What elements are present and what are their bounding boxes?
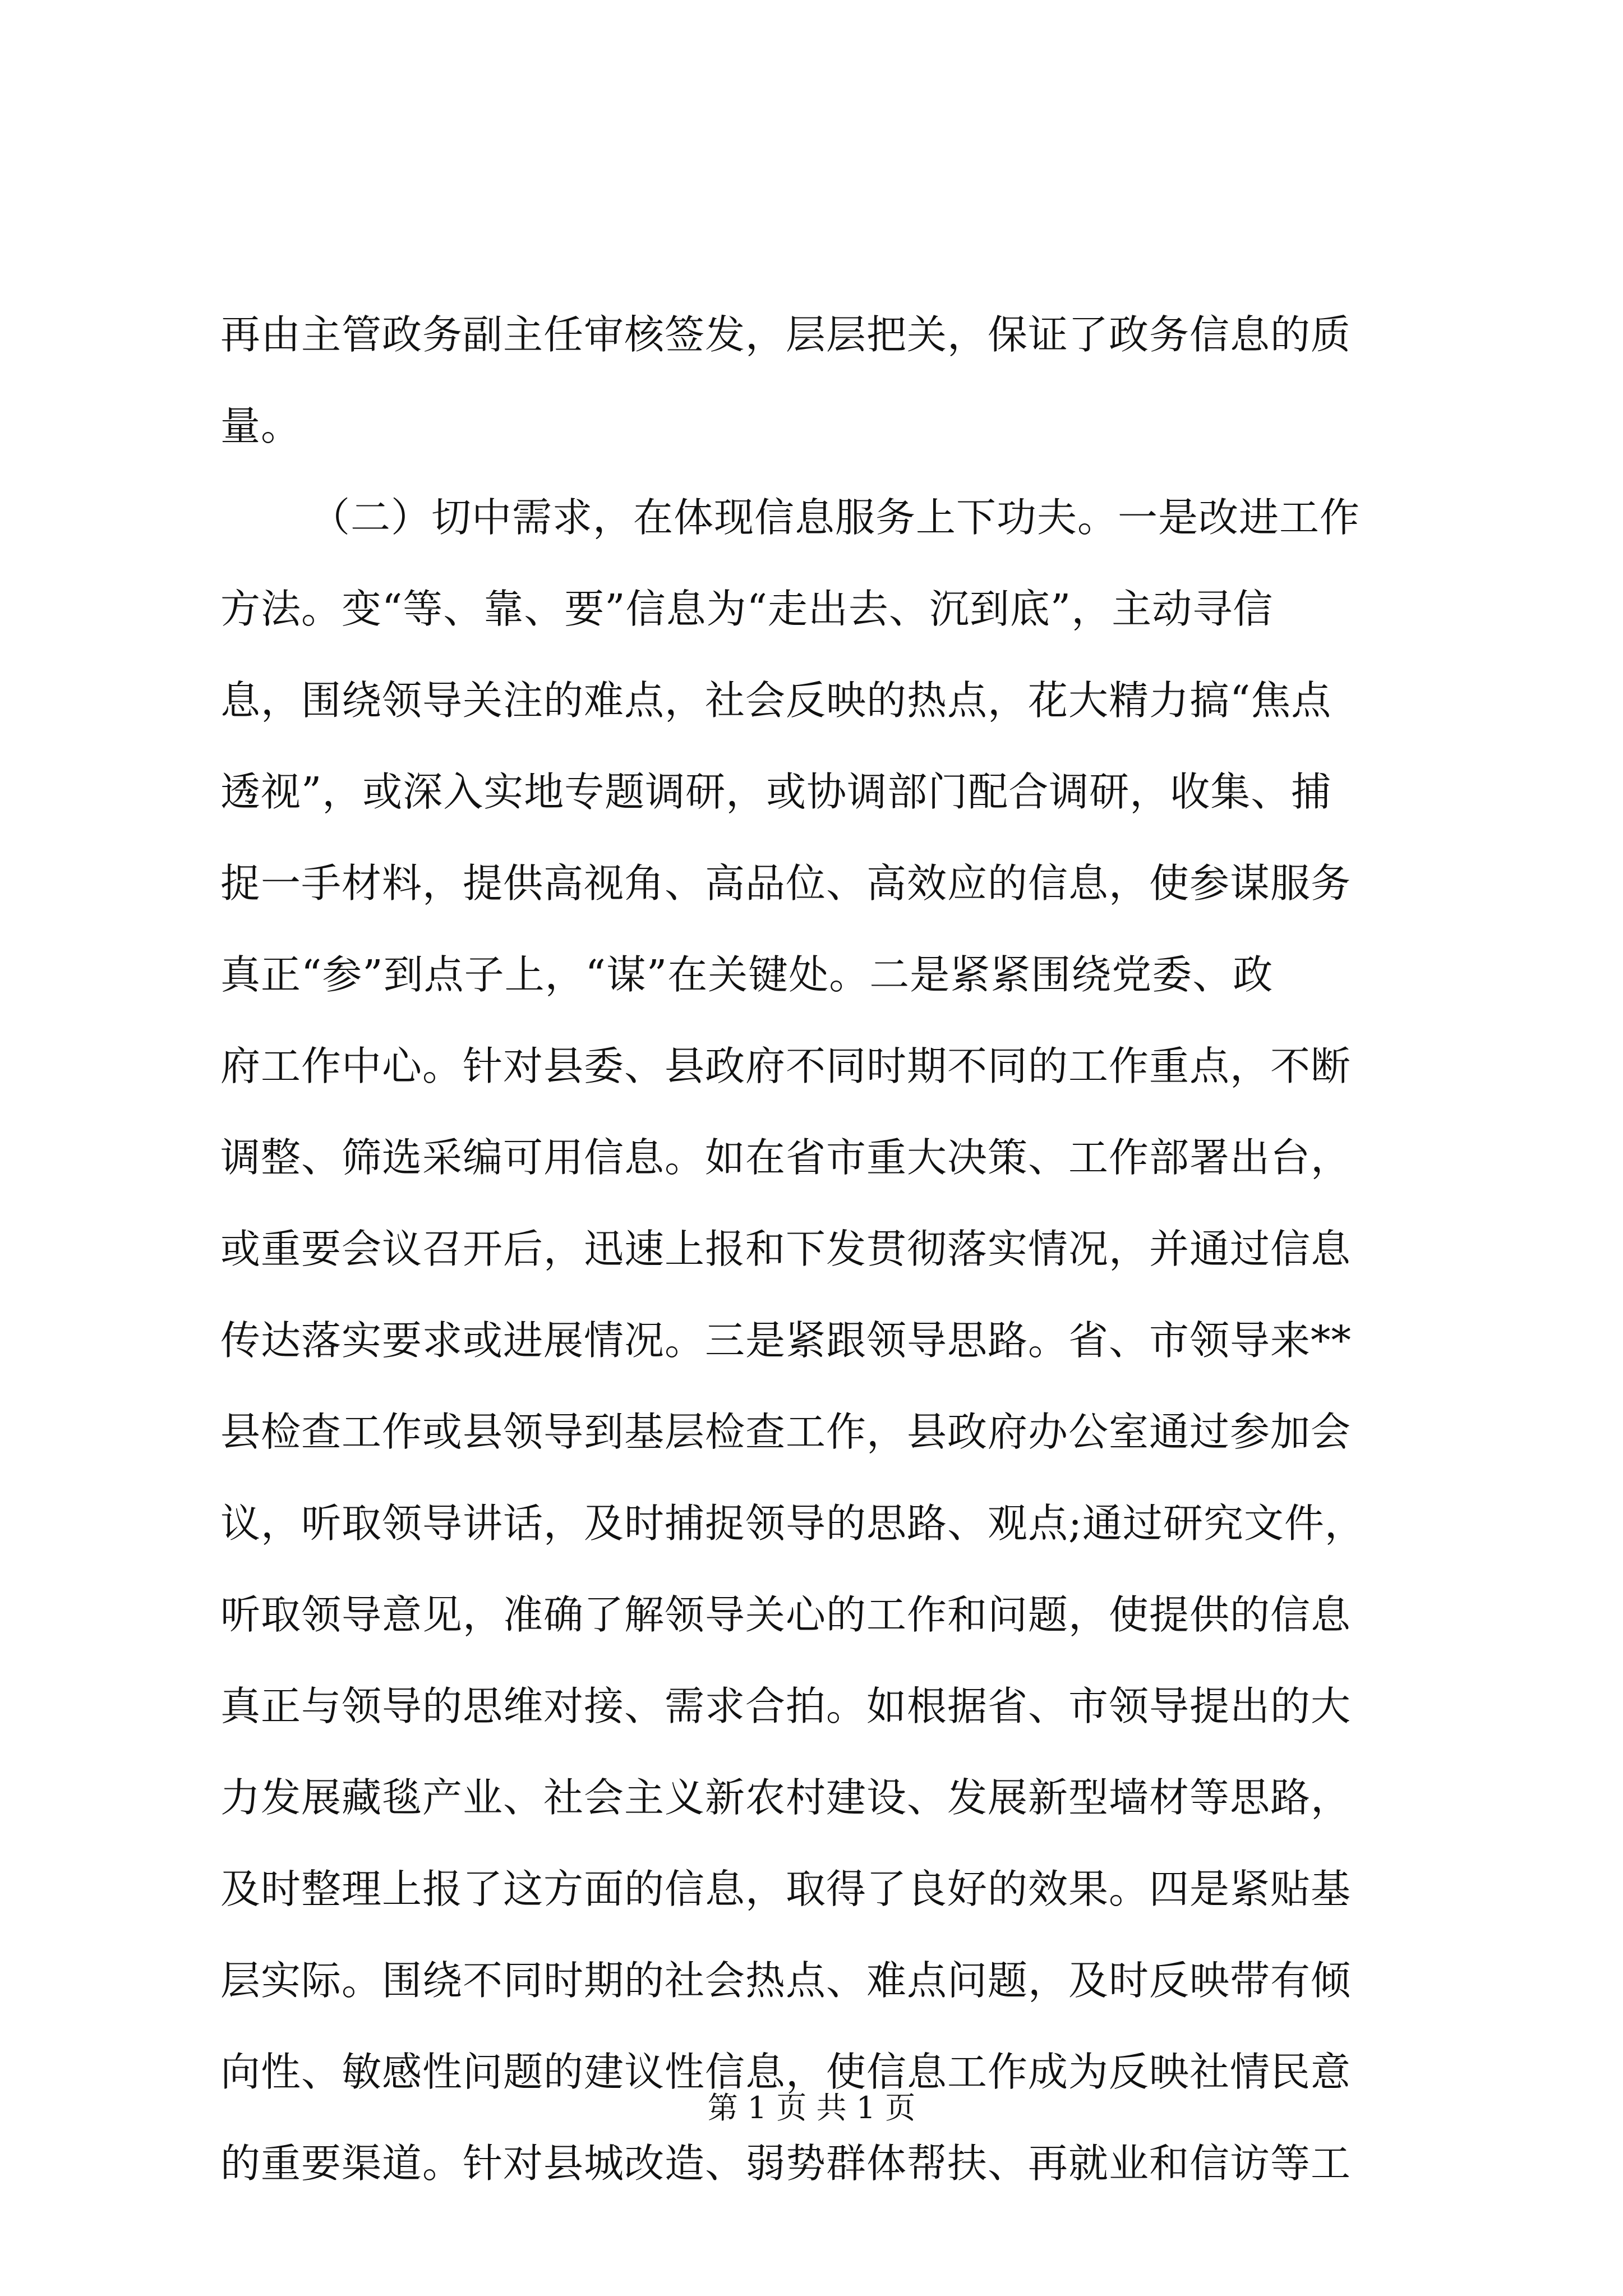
text-line: 或重要会议召开后，迅速上报和下发贯彻落实情况，并通过信息: [220, 1226, 1352, 1272]
text-line: 府工作中心。针对县委、县政府不同时期不同的工作重点，不断: [220, 1043, 1352, 1089]
text-line: 议，听取领导讲话，及时捕捉领导的思路、观点;通过研究文件，: [220, 1500, 1365, 1547]
text-line: 真正“参”到点子上，“谋”在关键处。二是紧紧围绕党委、政: [220, 951, 1274, 998]
text-line: 层实际。围绕不同时期的社会热点、难点问题，及时反映带有倾: [220, 1957, 1352, 2004]
text-line: 真正与领导的思维对接、需求合拍。如根据省、市领导提出的大: [220, 1683, 1352, 1729]
text-line: 方法。变“等、靠、要”信息为“走出去、沉到底”，主动寻信: [220, 586, 1274, 632]
text-line: 调整、筛选采编可用信息。如在省市重大决策、工作部署出台，: [220, 1134, 1352, 1181]
text-line: 再由主管政务副主任审核签发，层层把关，保证了政务信息的质: [220, 311, 1352, 358]
section-heading-line: （二）切中需求，在体现信息服务上下功夫。一是改进工作: [310, 494, 1361, 541]
text-line: 力发展藏毯产业、社会主义新农村建设、发展新型墙材等思路，: [220, 1774, 1352, 1821]
text-line: 量。: [220, 403, 302, 449]
text-line: 透视”，或深入实地专题调研，或协调部门配合调研，收集、捕: [220, 769, 1332, 815]
text-line: 的重要渠道。针对县城改造、弱势群体帮扶、再就业和信访等工: [220, 2140, 1352, 2187]
body-text: [220, 289, 1409, 2209]
text-line: 及时整理上报了这方面的信息，取得了良好的效果。四是紧贴基: [220, 1866, 1352, 1912]
text-line: 向性、敏感性问题的建议性信息，使信息工作成为反映社情民意: [220, 2049, 1352, 2095]
page-number-footer: 第 1 页 共 1 页: [707, 2090, 916, 2125]
text-line: 传达落实要求或进展情况。三是紧跟领导思路。省、市领导来**: [220, 1317, 1352, 1364]
text-line: 县检查工作或县领导到基层检查工作，县政府办公室通过参加会: [220, 1409, 1352, 1455]
text-line: 听取领导意见，准确了解领导关心的工作和问题，使提供的信息: [220, 1591, 1352, 1638]
text-line: 息，围绕领导关注的难点，社会反映的热点，花大精力搞“焦点: [220, 677, 1332, 724]
text-line: 捉一手材料，提供高视角、高品位、高效应的信息，使参谋服务: [220, 860, 1352, 907]
